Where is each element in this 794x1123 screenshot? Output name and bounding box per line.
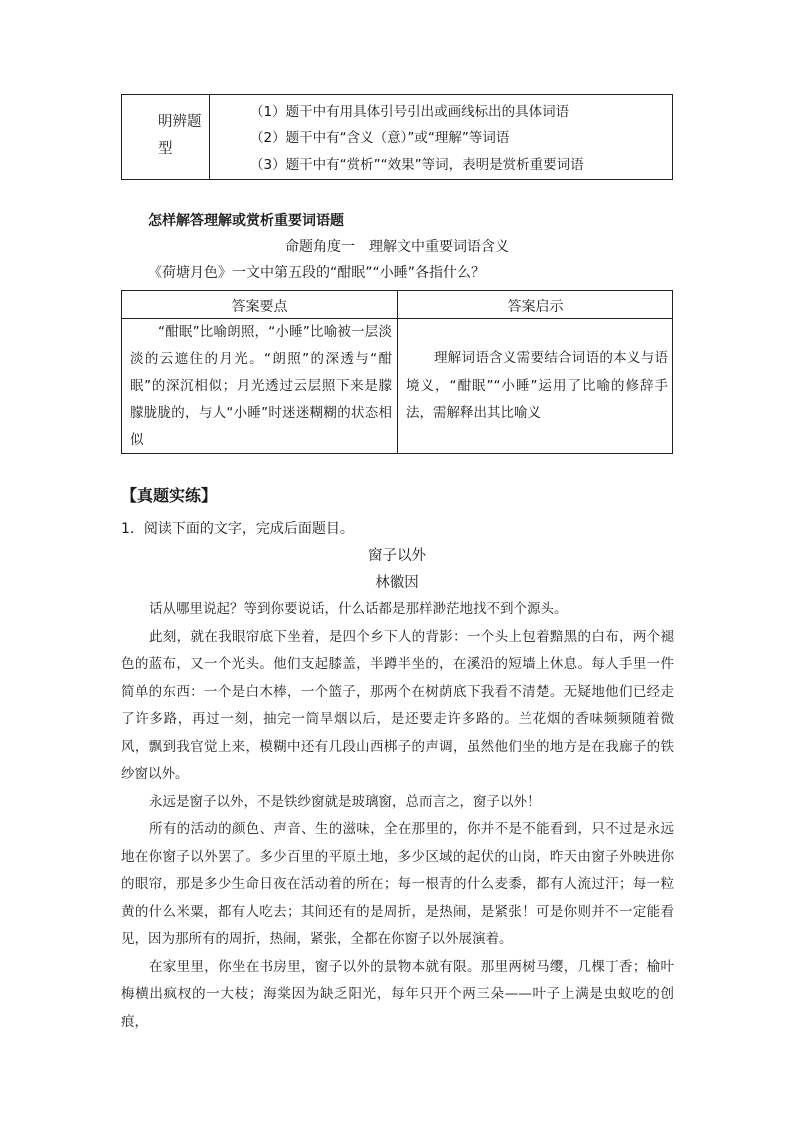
- instruction-text: 1．阅读下面的文字，完成后面题目。: [121, 521, 354, 537]
- passage-paragraph: 话从哪里说起？等到你要说话，什么话都是那样渺茫地找不到个源头。: [149, 601, 568, 617]
- type-label: 明辨题型: [158, 114, 202, 157]
- passage-body: [121, 596, 674, 1036]
- question-type-table: [121, 94, 673, 180]
- type-row: （2）题干中有“含义（意）”或“理解”等词语: [250, 130, 510, 146]
- sub-heading: 命题角度一 理解文中重要词语含义: [285, 239, 509, 255]
- passage-title: 窗子以外: [368, 548, 426, 564]
- answer-table: [121, 290, 673, 454]
- section-heading: 怎样解答理解或赏析重要词语题: [148, 213, 344, 229]
- practice-section-title: 【真题实练】: [121, 486, 218, 505]
- type-row: （3）题干中有“赏析”“效果”等词，表明是赏析重要词语: [250, 157, 584, 173]
- passage-paragraph: 所有的活动的颜色、声音、生的滋味，全在那里的，你并不是不能看到，只不过是永远地在你窗子以外罢了。多少百里的平原土地，多少区域的起伏的山岗，昨天由窗子外映进你的眼帘，那是多少生命日夜在活动着的所在；每一根青的什么麦黍，都有人流过汗；每一粒黄的什么米粟，都有人吃去；其间还有的是周折，是热闹，是紧张！可是你则并不一定能看见，因为那所有的周折，热闹，紧张，全都在你窗子以外展演着。: [121, 821, 674, 947]
- type-label-cell: [122, 95, 210, 179]
- passage-paragraph: 此刻，就在我眼帘底下坐着，是四个乡下人的背影：一个头上包着黯黑的白布，两个褪色的蓝布，又一个光头。他们支起膝盖，半蹲半坐的，在溪沿的短墙上休息。每人手里一件简单的东西：一个是白木棒，一个篮子，那两个在树荫底下我看不清楚。无疑地他们已经走了许多路，再过一刻，抽完一筒旱烟以后，是还要走许多路的。兰花烟的香味频频随着微风，飘到我官觉上来，模糊中还有几段山西梆子的声调，虽然他们坐的地方是在我廊子的铁纱窗以外。: [121, 628, 674, 782]
- passage-author: 林徽因: [375, 575, 419, 591]
- answer-hints-cell: 理解词语含义需要结合词语的本义与语境义，“酣眠”“小睡”运用了比喻的修辞手法，需解释出其比喻义: [406, 350, 668, 421]
- passage-paragraph: 永远是窗子以外，不是铁纱窗就是玻璃窗，总而言之，窗子以外！: [149, 793, 541, 810]
- type-rows-cell: [210, 95, 672, 179]
- answer-hints-header: 答案启示: [507, 299, 564, 315]
- answer-points-cell: “酣眠”比喻朗照，“小睡”比喻被一层淡淡的云遮住的月光。“朗照”的深透与“酣眠”的深沉相似；月光透过云层照下来是朦朦胧胧的，与人“小睡”时迷迷糊糊的状态相似: [130, 324, 392, 448]
- question-text: 《荷塘月色》一文中第五段的“酣眠”“小睡”各指什么？: [148, 265, 486, 281]
- answer-points-header: 答案要点: [231, 299, 288, 315]
- passage-paragraph: 在家里里，你坐在书房里，窗子以外的景物本就有限。那里两树马缨，几棵丁香；榆叶梅横出疯杈的一大枝；海棠因为缺乏阳光，每年只开个两三朵——叶子上满是虫蚁吃的创痕，: [121, 958, 674, 1030]
- type-row: （1）题干中有用具体引号引出或画线标出的具体词语: [250, 104, 570, 120]
